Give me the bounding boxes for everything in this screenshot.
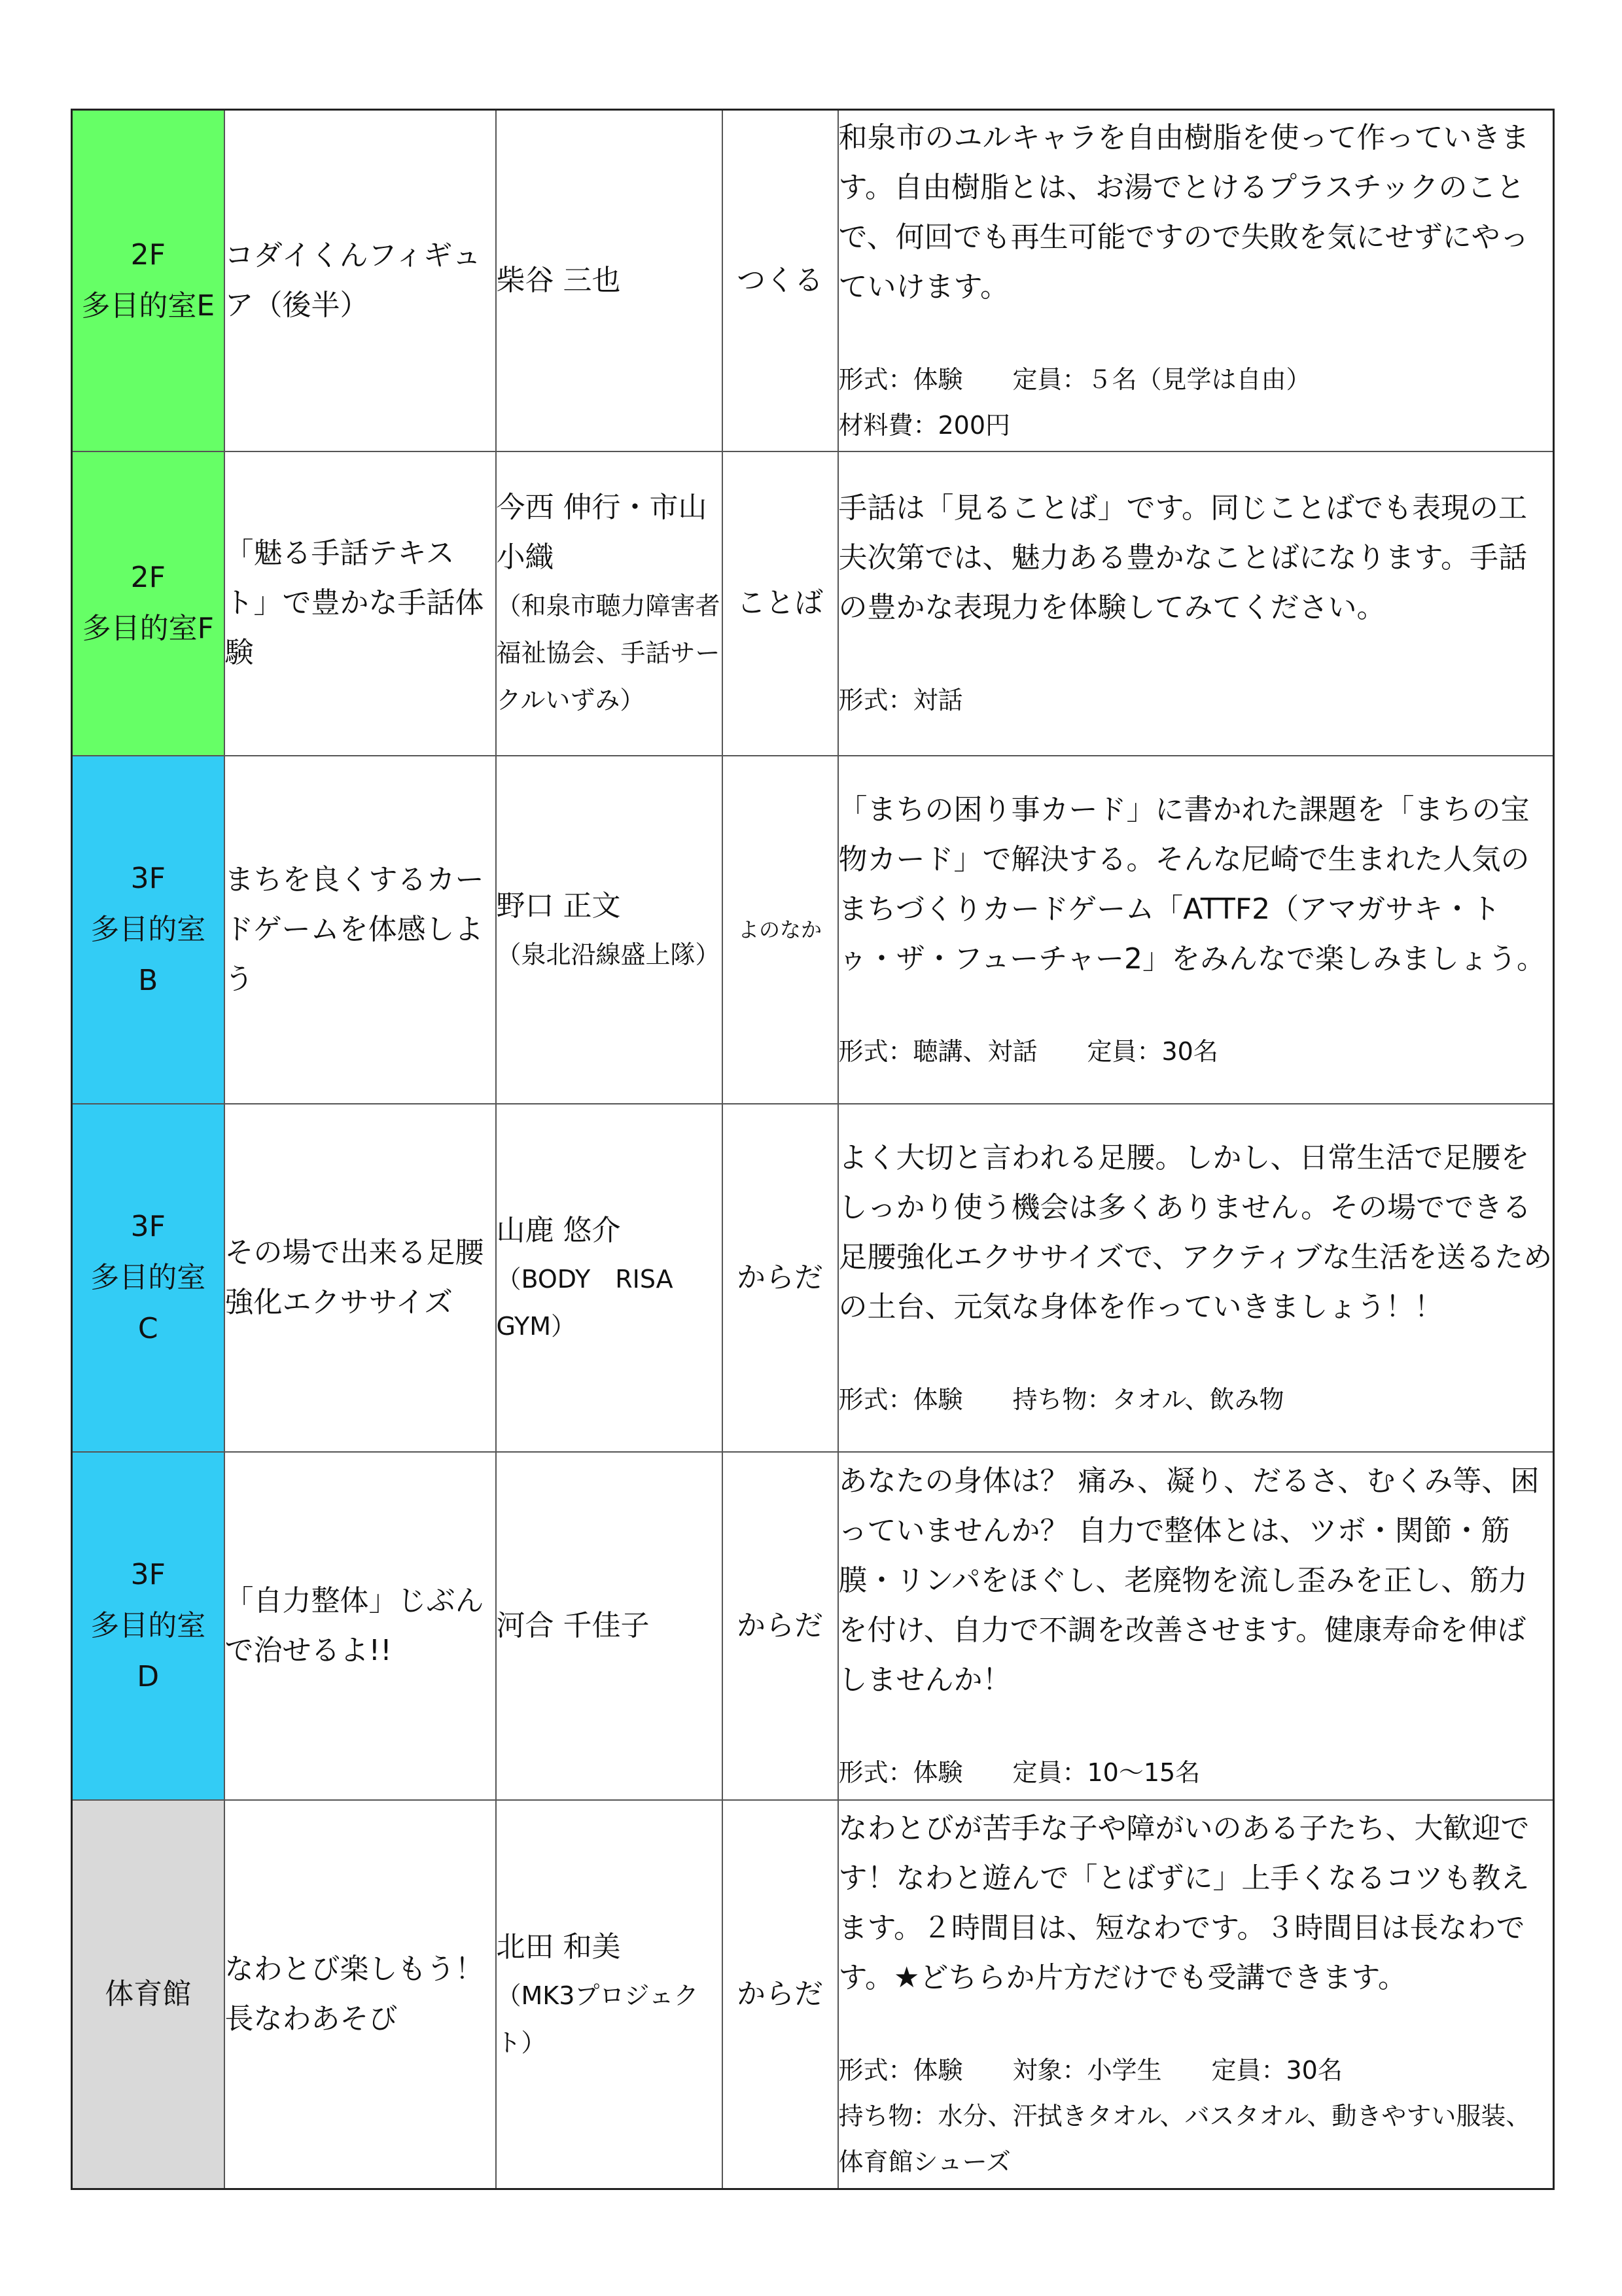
table-row: [72, 1104, 1554, 1452]
schedule-table: [71, 109, 1555, 2190]
lecturer-cell: [496, 1104, 722, 1452]
course-title: 「魅る手話テキスト」で豊かな手話体験: [224, 451, 496, 756]
description-text: 和泉市のユルキャラを自由樹脂を使って作っていきます。自由樹脂とは、お湯でとけるプラスチックのことで、何回でも再生可能ですので失敗を気にせずにやっていけます。: [838, 120, 1530, 304]
lecturer-name: 柴谷 三也: [496, 263, 621, 297]
room-cell: [72, 756, 224, 1104]
description-text: 手話は「見ることば」です。同じことばでも表現の工夫次第では、魅力ある豊かなことばになります。手話の豊かな表現力を体験してみてください。: [838, 491, 1527, 624]
room-cell: [72, 1452, 224, 1800]
lecturer-cell: [496, 1800, 722, 2189]
room-floor: 2F: [130, 561, 166, 594]
room-letter: B: [138, 963, 158, 997]
lecturer-name: 北田 和美: [496, 1930, 621, 1964]
description-text: あなたの身体は？ 痛み、凝り、だるさ、むくみ等、困っていませんか？ 自力で整体とは、ツボ・関節・筋膜・リンパをほぐし、老廃物を流し歪みを正し、筋力を付け、自力で不調を改善させます。健康寿命を伸ばしませんか！: [838, 1464, 1540, 1697]
description-cell: [838, 110, 1554, 451]
lecturer-cell: [496, 451, 722, 756]
lecturer-affiliation: （MK3プロジェクト）: [496, 1981, 699, 2057]
table-row: [72, 110, 1554, 451]
room-floor: 3F: [130, 1557, 166, 1591]
category-label: からだ: [722, 1800, 838, 2189]
room-name: 多目的室: [90, 1608, 206, 1642]
category-label: からだ: [722, 1452, 838, 1800]
table-row: [72, 756, 1554, 1104]
lecturer-cell: [496, 1452, 722, 1800]
meta-line: 材料費：200円: [838, 410, 1011, 440]
lecturer-name: 今西 伸行・市山 小織: [496, 491, 707, 574]
course-title: まちを良くするカードゲームを体感しよう: [224, 756, 496, 1104]
room-cell: [72, 1104, 224, 1452]
category-label: つくる: [722, 110, 838, 451]
room-floor: 3F: [130, 1209, 166, 1243]
room-floor: 3F: [130, 861, 166, 895]
room-name: 多目的室F: [82, 612, 214, 645]
meta-line: 形式：体験 定員：10～15名: [838, 1757, 1201, 1787]
category-label: よのなか: [722, 756, 838, 1104]
room-cell: [72, 451, 224, 756]
category-label: からだ: [722, 1104, 838, 1452]
meta-line: 形式：聴講、対話 定員：30名: [838, 1036, 1218, 1066]
lecturer-name: 山鹿 悠介: [496, 1213, 621, 1247]
meta-line: 形式：対話: [838, 686, 963, 715]
description-cell: [838, 1104, 1554, 1452]
course-title: その場で出来る足腰強化エクササイズ: [224, 1104, 496, 1452]
course-title: なわとび楽しもう！ 長なわあそび: [224, 1800, 496, 2189]
lecturer-name: 野口 正文: [496, 889, 621, 923]
meta-line: 持ち物：水分、汗拭きタオル、バスタオル、動きやすい服装、体育館シューズ: [838, 2101, 1531, 2176]
lecturer-cell: [496, 110, 722, 451]
room-name: 多目的室: [90, 1260, 206, 1294]
course-title: コダイくんフィギュア（後半）: [224, 110, 496, 451]
description-cell: [838, 1800, 1554, 2189]
table-row: [72, 451, 1554, 756]
meta-line: 形式：体験 持ち物：タオル、飲み物: [838, 1385, 1284, 1414]
course-title: 「自力整体」じぶんで治せるよ!!: [224, 1452, 496, 1800]
description-cell: [838, 756, 1554, 1104]
description-cell: [838, 451, 1554, 756]
lecturer-affiliation: （泉北沿線盛上隊）: [496, 940, 720, 969]
description-cell: [838, 1452, 1554, 1800]
table-row: [72, 1452, 1554, 1800]
room-cell: [72, 110, 224, 451]
category-label: ことば: [722, 451, 838, 756]
room-cell: [72, 1800, 224, 2189]
room-letter: C: [137, 1311, 158, 1345]
lecturer-name: 河合 千佳子: [496, 1608, 650, 1642]
lecturer-affiliation: （BODY RISA GYM）: [496, 1264, 673, 1341]
meta-line: 形式：体験 対象：小学生 定員：30名: [838, 2055, 1343, 2085]
room-letter: D: [137, 1659, 160, 1693]
meta-line: 形式：体験 定員：５名（見学は自由）: [838, 364, 1311, 394]
room-name: 体育館: [105, 1977, 192, 2011]
room-floor: 2F: [130, 238, 166, 272]
description-text: なわとびが苦手な子や障がいのある子たち、大歓迎です！なわと遊んで「とばずに」上手くなるコツも教えます。２時間目は、短なわです。３時間目は長なわです。★どちらか片方だけでも受講できます。: [838, 1811, 1530, 1994]
lecturer-affiliation: （和泉市聴力障害者福祉協会、手話サークルいずみ）: [496, 592, 720, 715]
table-row: [72, 1800, 1554, 2189]
room-name: 多目的室: [90, 912, 206, 946]
room-name: 多目的室E: [81, 289, 215, 323]
description-text: 「まちの困り事カード」に書かれた課題を「まちの宝物カード」で解決する。そんな尼崎で生まれた人気のまちづくりカードゲーム「ATTF2（アマガサキ・トゥ・ザ・フューチャー2」をみんなで楽しみましょう。: [838, 792, 1545, 976]
description-text: よく大切と言われる足腰。しかし、日常生活で足腰をしっかり使う機会は多くありません。その場でできる足腰強化エクササイズで、アクティブな生活を送るための土台、元気な身体を作っていきましょう！！: [838, 1140, 1553, 1324]
lecturer-cell: [496, 756, 722, 1104]
